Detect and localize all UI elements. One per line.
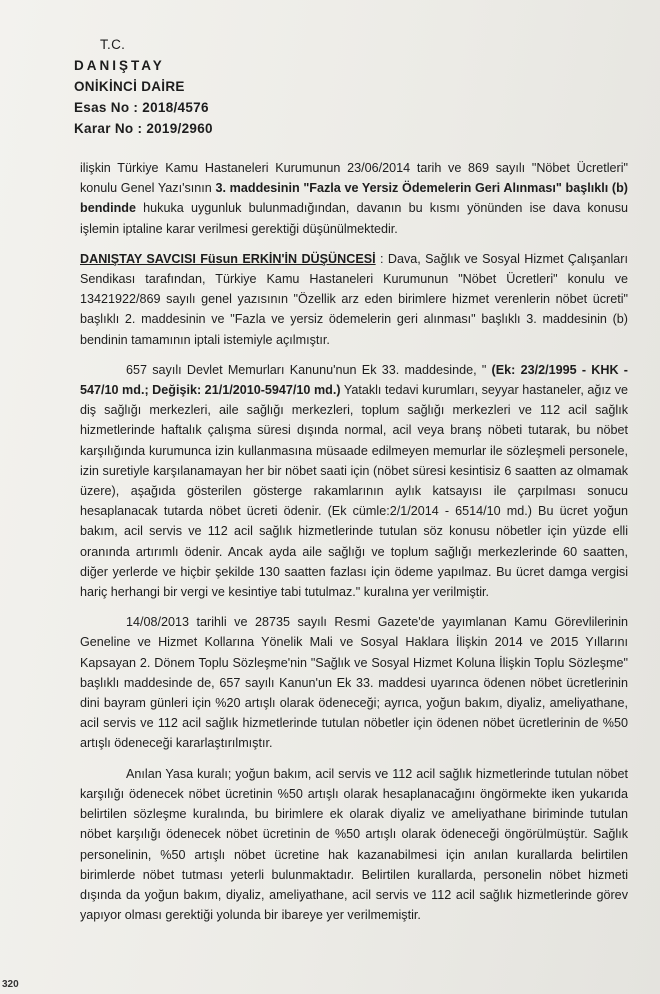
paragraph-prosecutor-opinion bbox=[80, 249, 628, 350]
paragraph-text: hukuka uygunluk bulunmadığından, davanın bu kısmı yönünden ise dava konusu işlemin iptaline karar verilmesi gerektiği düşünülmektedir. bbox=[80, 201, 628, 236]
paragraph-law-article bbox=[80, 360, 628, 602]
paragraph-bold-text: 3. maddesinin "Fazla ve Yersiz Ödemelerin Geri Alınması" başlıklı (b) bendinde bbox=[80, 181, 628, 216]
tc-label: T.C. bbox=[100, 37, 126, 52]
paragraph-bold-text: (Ek: 23/2/1995 - KHK - 547/10 md.; Değişik: 21/1/2010-5947/10 md.) bbox=[80, 362, 628, 398]
paragraph-text: 657 sayılı Devlet Memurları Kanunu'nun Ek 33. maddesinde, " bbox=[126, 362, 492, 377]
document-body bbox=[80, 158, 628, 935]
paragraph-conclusion bbox=[80, 158, 628, 239]
paragraph-text: 14/08/2013 tarihli ve 28735 sayılı Resmi Gazete'de yayımlanan Kamu Görevlilerinin Geneline ve Hizmet Kollarına Yönelik Mali ve Sosyal Haklara İlişkin 2014 ve 2015 Yıllarını Kapsayan 2. Dönem Toplu Sözleşme'nin "Sağlık ve Sosyal Hizmet Koluna İlişkin Toplu Sözleşme" başlıklı maddesinde de, 657 sayılı Kanun'un Ek 33. maddesi uyarınca ödenen nöbet ücretlerinin dini bayram günleri için %20 artışlı olarak ödeneceği; ayrıca, yoğun bakım, diyaliz, ameliyathane, acil servis ve 112 acil sağlık hizmetlerinde tutulan nöbetler için ödenen nöbet ücretlerinin de %50 artışlı ödeneceği kararlaştırılmıştır. bbox=[80, 615, 628, 751]
esas-number: Esas No : 2018/4576 bbox=[74, 100, 209, 115]
prosecutor-opinion-title: DANIŞTAY SAVCISI Füsun ERKİN'İN DÜŞÜNCESİ bbox=[80, 251, 376, 266]
karar-number: Karar No : 2019/2960 bbox=[74, 121, 213, 136]
document-header bbox=[74, 34, 213, 139]
corner-mark: 320 bbox=[2, 979, 19, 990]
paragraph-text: ilişkin Türkiye Kamu Hastaneleri Kurumunun 23/06/2014 tarih ve 869 sayılı "Nöbet Ücretleri" konulu Genel Yazı'sının bbox=[80, 161, 628, 196]
paragraph-text: Anılan Yasa kuralı; yoğun bakım, acil servis ve 112 acil sağlık hizmetlerinde tutulan nöbet karşılığı ödenecek nöbet ücretinin %50 artışlı olarak hesaplanacağını öngörmekte iken yukarıda belirtilen sözleşme kuralında, bu birimlere ek olarak diyaliz ve ameliyathane biriminde tutulan nöbet karşılığı ödenecek nöbet ücretinin de %50 artışlı olarak ödeneceği öngörülmüştür. Sağlık personelinin, %50 artışlı nöbet ücretine hak kazanabilmesi için anılan kurallarda belirtilen birimlerde nöbet tutması yeterli bulunmaktadır. Belirtilen kurallarda, personelin nöbet hizmeti dışında da yoğun bakım, diyaliz, ameliyathane, acil servis ve 112 acil sağlık hizmetlerinde görev yapıyor olması gerektiği yolunda bir ibareye yer verilmemiştir. bbox=[80, 766, 628, 923]
paragraph-text: : Dava, Sağlık ve Sosyal Hizmet Çalışanları Sendikası tarafından, Türkiye Kamu Hastaneleri Kurumunun "Nöbet Ücretleri" konulu ve 13421922/869 sayılı genel yazısının "Özellik arz eden birimlere hizmet verenlerin nöbet ücreti" başlıklı 2. maddesinin ve "Fazla ve yersiz ödemelerin geri alınması" başlıklı 3. maddesinin (b) bendinin tamamının iptali istemiyle açılmıştır. bbox=[80, 251, 628, 347]
paragraph-evaluation bbox=[80, 764, 628, 926]
chamber-name: ONİKİNCİ DAİRE bbox=[74, 79, 185, 94]
paragraph-collective-agreement bbox=[80, 612, 628, 753]
court-name: DANIŞTAY bbox=[74, 58, 165, 73]
paragraph-text: Yataklı tedavi kurumları, seyyar hastaneler, ağız ve diş sağlığı merkezleri, aile sağlığı merkezleri, toplum sağlığı merkezleri ve 112 acil sağlık hizmetlerinde haftalık çalışma süresi dışında normal, acil veya branş nöbeti tutarak, bu nöbet karşılığında kurumunca izin kullanmasına müsaade edilmeyen memurlar ile sözleşmeli personele, izin suretiyle karşılanamayan her bir nöbet saati için (nöbet süresi kesintisiz 6 saatten az olmamak üzere), aşağıda gösterilen gösterge rakamlarının aylık katsayısı ile çarpılması sonucu hesaplanacak tutarda nöbet ücreti ödenir. (Ek cümle:2/1/2014 - 6514/10 md.) Bu ücret yoğun bakım, acil servis ve 112 acil sağlık hizmetlerinde tutulan söz konusu nöbetler için yüzde elli oranında artırımlı ödenir. Ancak ayda aile sağlığı ve toplum sağlığı merkezlerinde 60 saatten, diğer yerlerde ve hiçbir şekilde 130 saatten fazlası için ödeme yapılmaz. Bu ücret damga vergisi hariç herhangi bir vergi ve kesintiye tabi tutulmaz." kuralına yer verilmiştir. bbox=[80, 383, 628, 600]
